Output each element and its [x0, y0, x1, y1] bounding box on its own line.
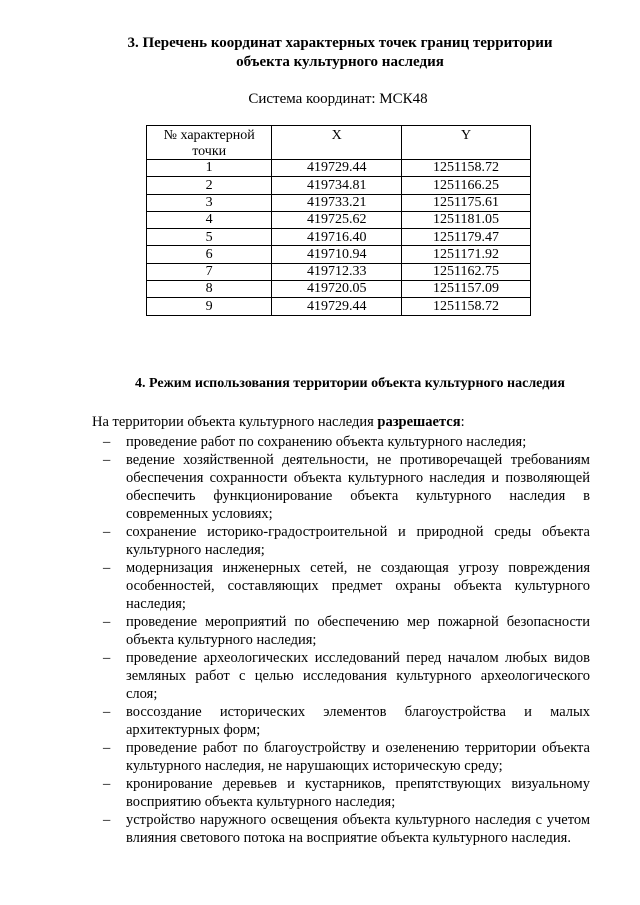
table-row — [147, 211, 531, 228]
list-item-text: кронирование деревьев и кустарников, препятствующих визуальному восприятию объекта культурного наследия; — [126, 776, 590, 810]
dash-bullet: – — [103, 524, 111, 540]
cell-y: 1251166.25 — [402, 177, 531, 194]
dash-bullet: – — [103, 614, 111, 630]
list-item-text: сохранение историко-градостроительной и природной среды объекта культурного наследия; — [126, 524, 590, 558]
table-row — [147, 177, 531, 194]
intro-bold-keyword: разрешается — [377, 414, 461, 430]
cell-y: 1251175.61 — [402, 194, 531, 211]
dash-bullet: – — [103, 740, 111, 756]
cell-y: 1251158.72 — [402, 298, 531, 315]
column-header-x: X — [272, 126, 402, 160]
cell-point: 7 — [147, 263, 272, 280]
cell-y: 1251171.92 — [402, 246, 531, 263]
list-item-text: устройство наружного освещения объекта культурного наследия с учетом влияния светового потока на восприятие объекта культурного наследия. — [126, 812, 590, 846]
intro-colon: : — [460, 414, 465, 430]
intro-text: На территории объекта культурного наследия — [92, 414, 378, 430]
cell-point: 6 — [147, 246, 272, 263]
dash-bullet: – — [103, 650, 111, 666]
cell-x: 419734.81 — [272, 177, 402, 194]
section-3-heading: 3. Перечень координат характерных точек границ территории объекта культурного наследия — [127, 35, 553, 70]
cell-x: 419720.05 — [272, 281, 402, 298]
list-item — [100, 739, 590, 775]
list-item — [100, 523, 590, 559]
cell-point: 2 — [147, 177, 272, 194]
dash-bullet: – — [103, 452, 111, 468]
list-item — [100, 433, 590, 451]
list-item-text: проведение мероприятий по обеспечению мер пожарной безопасности объекта культурного наследия; — [126, 614, 590, 648]
dash-bullet: – — [103, 704, 111, 720]
section-4-heading: 4. Режим использования территории объекта культурного наследия — [135, 376, 565, 391]
dash-bullet: – — [103, 776, 111, 792]
table-row — [147, 281, 531, 298]
list-item — [100, 811, 590, 847]
cell-x: 419729.44 — [272, 298, 402, 315]
list-item — [100, 703, 590, 739]
dash-bullet: – — [103, 812, 111, 828]
table-row — [147, 160, 531, 177]
cell-point: 9 — [147, 298, 272, 315]
table-row — [147, 263, 531, 280]
list-item-text: модернизация инженерных сетей, не создающая угрозу повреждения особенностей, составляющих предмет охраны объекта культурного наследия; — [126, 560, 590, 612]
cell-point: 4 — [147, 211, 272, 228]
table-row — [147, 298, 531, 315]
table-header-row — [147, 126, 531, 160]
column-header-point: № характерной точки — [147, 126, 272, 160]
list-item — [100, 613, 590, 649]
table-row — [147, 194, 531, 211]
list-item — [100, 559, 590, 613]
cell-y: 1251179.47 — [402, 229, 531, 246]
dash-bullet: – — [103, 560, 111, 576]
cell-x: 419725.62 — [272, 211, 402, 228]
coordinates-table — [146, 125, 531, 316]
list-item-text: проведение работ по сохранению объекта культурного наследия; — [126, 434, 527, 450]
list-item — [100, 649, 590, 703]
permitted-activities-list — [100, 433, 590, 847]
cell-y: 1251157.09 — [402, 281, 531, 298]
cell-x: 419710.94 — [272, 246, 402, 263]
list-item — [100, 775, 590, 811]
list-item-text: проведение работ по благоустройству и озеленению территории объекта культурного наследия, не нарушающих историческую среду; — [126, 740, 590, 774]
permitted-intro — [92, 413, 465, 431]
cell-y: 1251158.72 — [402, 160, 531, 177]
dash-bullet: – — [103, 434, 111, 450]
list-item-text: проведение археологических исследований перед началом любых видов земляных работ с целью исследования культурного археологического слоя; — [126, 650, 590, 702]
column-header-y: Y — [402, 126, 531, 160]
list-item-text: воссоздание исторических элементов благоустройства и малых архитектурных форм; — [126, 704, 590, 738]
cell-x: 419729.44 — [272, 160, 402, 177]
cell-point: 1 — [147, 160, 272, 177]
cell-x: 419712.33 — [272, 263, 402, 280]
cell-y: 1251181.05 — [402, 211, 531, 228]
cell-x: 419733.21 — [272, 194, 402, 211]
cell-y: 1251162.75 — [402, 263, 531, 280]
cell-x: 419716.40 — [272, 229, 402, 246]
cell-point: 3 — [147, 194, 272, 211]
coordinate-system-label: Система координат: МСК48 — [248, 91, 428, 107]
cell-point: 5 — [147, 229, 272, 246]
list-item — [100, 451, 590, 523]
list-item-text: ведение хозяйственной деятельности, не противоречащей требованиям обеспечения сохранности объекта культурного наследия и позволяющей обеспечить функционирование объекта культурного наследия в современных условиях; — [126, 452, 590, 522]
table-row — [147, 246, 531, 263]
cell-point: 8 — [147, 281, 272, 298]
table-row — [147, 229, 531, 246]
